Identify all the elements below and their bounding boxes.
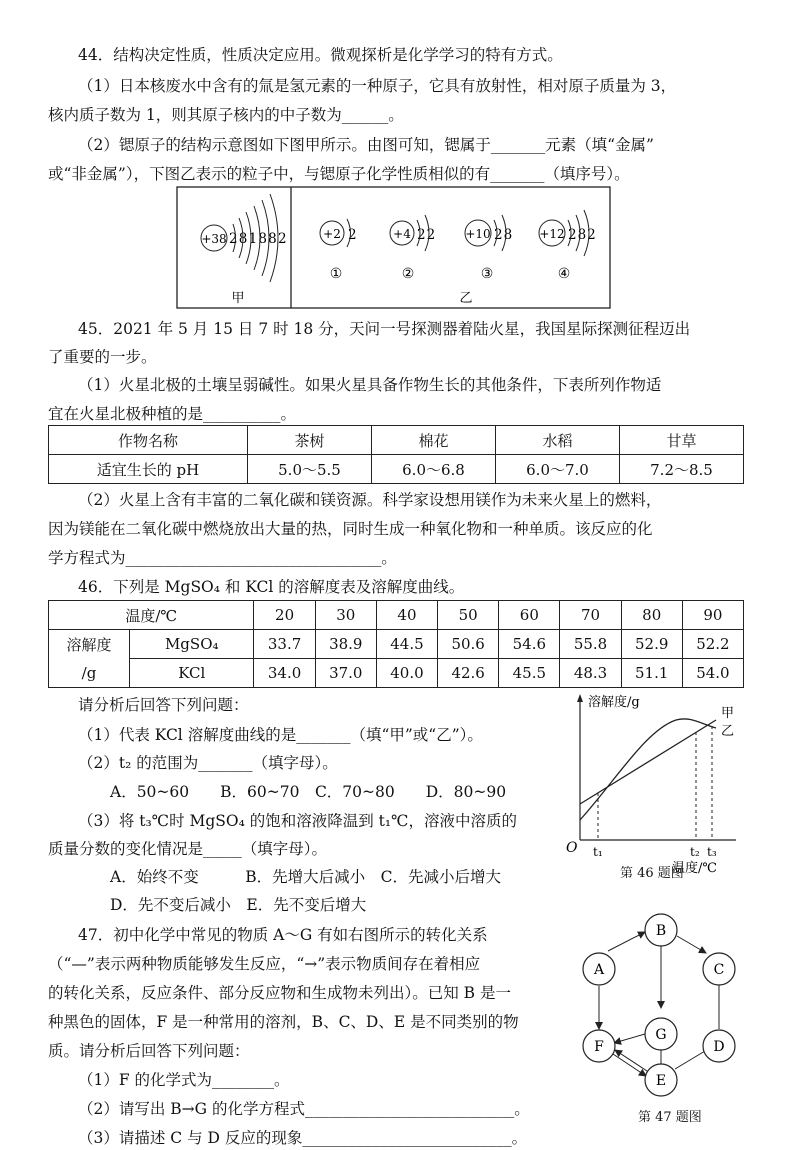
particle-1-shells: 2 bbox=[348, 227, 357, 243]
node-E: E bbox=[655, 1073, 667, 1089]
q47-l2: （“—”表示两种物质能够发生反应，“→”表示物质间存在着相应 bbox=[48, 955, 481, 973]
mgso4-cell: 52.2 bbox=[682, 630, 743, 659]
tick-t3: t₃ bbox=[707, 845, 717, 859]
ph-cell: 6.0～6.8 bbox=[372, 455, 496, 484]
sr-shell-numbers: 281882 bbox=[229, 231, 288, 247]
ph-cell: 作物名称 bbox=[49, 426, 248, 455]
particle-4-shells: 282 bbox=[568, 227, 597, 243]
q47-l4: 种黑色的固体，F 是一种常用的溶剂，B、C、D、E 是不同类别的物 bbox=[48, 1013, 519, 1031]
particle-2-nucleus: +4 bbox=[393, 227, 411, 241]
transformation-diagram bbox=[575, 906, 747, 1102]
chart-ylabel: 溶解度/g bbox=[588, 695, 640, 710]
q44-p1b: 核内质子数为 1，则其原子核内的中子数为______。 bbox=[48, 106, 404, 124]
ph-cell: 水稻 bbox=[496, 426, 620, 455]
q47-l5: 质。请分析后回答下列问题： bbox=[48, 1042, 250, 1060]
chart-xlabel: 温度/℃ bbox=[672, 861, 717, 876]
series-jia-label: 甲 bbox=[721, 706, 735, 721]
q45-p2c: 学方程式为_________________________________。 bbox=[48, 549, 397, 567]
particle-3-shells: 28 bbox=[494, 227, 514, 243]
node-B: B bbox=[655, 923, 667, 939]
ph-cell: 7.2～8.5 bbox=[620, 455, 744, 484]
kcl-cell: 37.0 bbox=[315, 659, 376, 688]
particle-2-shells: 22 bbox=[417, 227, 437, 243]
ph-cell: 茶树 bbox=[248, 426, 372, 455]
ph-table-row bbox=[49, 426, 744, 455]
mgso4-cell: 33.7 bbox=[254, 630, 315, 659]
node-C: C bbox=[713, 962, 725, 978]
solubility-row-kcl bbox=[49, 659, 744, 688]
mgso4-cell: 55.8 bbox=[560, 630, 621, 659]
solubility-label-b: /g bbox=[81, 663, 97, 682]
node-D: D bbox=[713, 1039, 725, 1055]
q47-l3: 的转化关系，反应条件、部分反应物和生成物未列出）。已知 B 是一 bbox=[48, 984, 511, 1002]
q46-p3a: （3）将 t₃℃时 MgSO₄ 的饱和溶液降温到 t₁℃，溶液中溶质的 bbox=[78, 812, 517, 830]
solubility-row-temp bbox=[49, 601, 744, 630]
particle-4-number: ④ bbox=[557, 266, 571, 282]
kcl-cell: 45.5 bbox=[499, 659, 560, 688]
temp-cell: 70 bbox=[560, 601, 621, 630]
q47-caption: 第 47 题图 bbox=[638, 1110, 702, 1125]
particle-3-number: ③ bbox=[480, 266, 494, 282]
q47-p2: （2）请写出 B→G 的化学方程式___________________________。 bbox=[78, 1100, 530, 1118]
mgso4-cell: 38.9 bbox=[315, 630, 376, 659]
ph-cell: 适宜生长的 pH bbox=[49, 455, 248, 484]
solubility-row-label bbox=[49, 630, 130, 688]
q46-p3b: 质量分数的变化情况是_____（填字母）。 bbox=[48, 840, 328, 858]
q44-head: 44．结构决定性质，性质决定应用。微观探析是化学学习的特有方式。 bbox=[78, 46, 563, 64]
node-A: A bbox=[593, 962, 605, 978]
q46-head: 46．下列是 MgSO₄ 和 KCl 的溶解度表及溶解度曲线。 bbox=[78, 578, 465, 596]
temp-cell: 40 bbox=[376, 601, 437, 630]
particle-1-nucleus: +2 bbox=[323, 227, 341, 241]
series-yi-label: 乙 bbox=[721, 724, 735, 739]
q47-p1: （1）F 的化学式为________。 bbox=[78, 1071, 290, 1089]
q45-p1a: （1）火星北极的土壤呈弱碱性。如果火星具备作物生长的其他条件，下表所列作物适 bbox=[78, 376, 662, 394]
tick-t2: t₂ bbox=[690, 845, 700, 859]
q46-caption: 第 46 题图 bbox=[620, 866, 684, 881]
particle-1-number: ① bbox=[329, 266, 343, 282]
temp-cell: 30 bbox=[315, 601, 376, 630]
solubility-curve-chart bbox=[566, 690, 741, 880]
temp-cell: 50 bbox=[438, 601, 499, 630]
solubility-table bbox=[48, 600, 744, 688]
temp-cell: 20 bbox=[254, 601, 315, 630]
kcl-cell: 40.0 bbox=[376, 659, 437, 688]
kcl-label: KCl bbox=[130, 659, 254, 688]
temp-cell: 60 bbox=[499, 601, 560, 630]
particle-4-nucleus: +12 bbox=[539, 227, 565, 241]
q46-intro: 请分析后回答下列问题： bbox=[78, 696, 249, 714]
temp-cell: 80 bbox=[621, 601, 682, 630]
temp-label: 温度/℃ bbox=[49, 601, 254, 630]
particle-2-number: ② bbox=[401, 266, 415, 282]
q44-p2b: 或“非金属”），下图乙表示的粒子中，与锶原子化学性质相似的有_______（填序号）。 bbox=[48, 165, 630, 183]
solubility-label-a: 溶解度 bbox=[66, 635, 112, 654]
q45-p2a: （2）火星上含有丰富的二氧化碳和镁资源。科学家设想用镁作为未来火星上的燃料， bbox=[78, 491, 662, 509]
mgso4-cell: 52.9 bbox=[621, 630, 682, 659]
chart-origin: O bbox=[566, 840, 578, 856]
ph-cell: 6.0～7.0 bbox=[496, 455, 620, 484]
q44-p1a: （1）日本核废水中含有的氚是氢元素的一种原子，它具有放射性，相对原子质量为 3， bbox=[78, 77, 677, 95]
node-G: G bbox=[655, 1027, 667, 1043]
mgso4-cell: 50.6 bbox=[438, 630, 499, 659]
mgso4-label: MgSO₄ bbox=[130, 630, 254, 659]
kcl-cell: 54.0 bbox=[682, 659, 743, 688]
q46-options-2: D．先不变后减小 E．先不变后增大 bbox=[110, 896, 367, 914]
mgso4-cell: 54.6 bbox=[499, 630, 560, 659]
q44-p2a: （2）锶原子的结构示意图如下图甲所示。由图可知，锶属于_______元素（填“金属” bbox=[78, 136, 654, 154]
kcl-cell: 42.6 bbox=[438, 659, 499, 688]
kcl-cell: 48.3 bbox=[560, 659, 621, 688]
ph-table bbox=[48, 425, 744, 484]
particle-3-nucleus: +10 bbox=[465, 227, 491, 241]
label-yi: 乙 bbox=[459, 291, 473, 306]
q45-head: 45．2021 年 5 月 15 日 7 时 18 分，天问一号探测器着陆火星，我国星际探测征程迈出 bbox=[78, 320, 691, 338]
q45-p2b: 因为镁能在二氧化碳中燃烧放出大量的热，同时生成一种氧化物和一种单质。该反应的化 bbox=[48, 520, 653, 538]
solubility-row-mgso4 bbox=[49, 630, 744, 659]
ph-table-row bbox=[49, 455, 744, 484]
atom-structure-figure bbox=[176, 186, 612, 310]
q46-options-1: A．始终不变 B．先增大后减小 C．先减小后增大 bbox=[110, 868, 501, 886]
tick-t1: t₁ bbox=[593, 845, 603, 859]
q45-head2: 了重要的一步。 bbox=[48, 348, 157, 366]
ph-cell: 甘草 bbox=[620, 426, 744, 455]
ph-cell: 5.0～5.5 bbox=[248, 455, 372, 484]
label-jia: 甲 bbox=[231, 291, 245, 306]
q46-p2: （2）t₂ 的范围为_______（填字母）。 bbox=[78, 754, 338, 772]
q46-p1: （1）代表 KCl 溶解度曲线的是_______（填“甲”或“乙”）。 bbox=[78, 726, 483, 744]
sr-nucleus: +38 bbox=[201, 232, 227, 246]
q47-p3: （3）请描述 C 与 D 反应的现象___________________________。 bbox=[78, 1129, 528, 1147]
mgso4-cell: 44.5 bbox=[376, 630, 437, 659]
q47-l1: 47．初中化学中常见的物质 A～G 有如右图所示的转化关系 bbox=[78, 926, 488, 944]
node-F: F bbox=[594, 1039, 604, 1055]
q46-p2-options: A．50~60 B．60~70 C．70~80 D．80~90 bbox=[110, 783, 507, 801]
temp-cell: 90 bbox=[682, 601, 743, 630]
kcl-cell: 34.0 bbox=[254, 659, 315, 688]
kcl-cell: 51.1 bbox=[621, 659, 682, 688]
ph-cell: 棉花 bbox=[372, 426, 496, 455]
q45-p1b: 宜在火星北极种植的是__________。 bbox=[48, 405, 297, 423]
